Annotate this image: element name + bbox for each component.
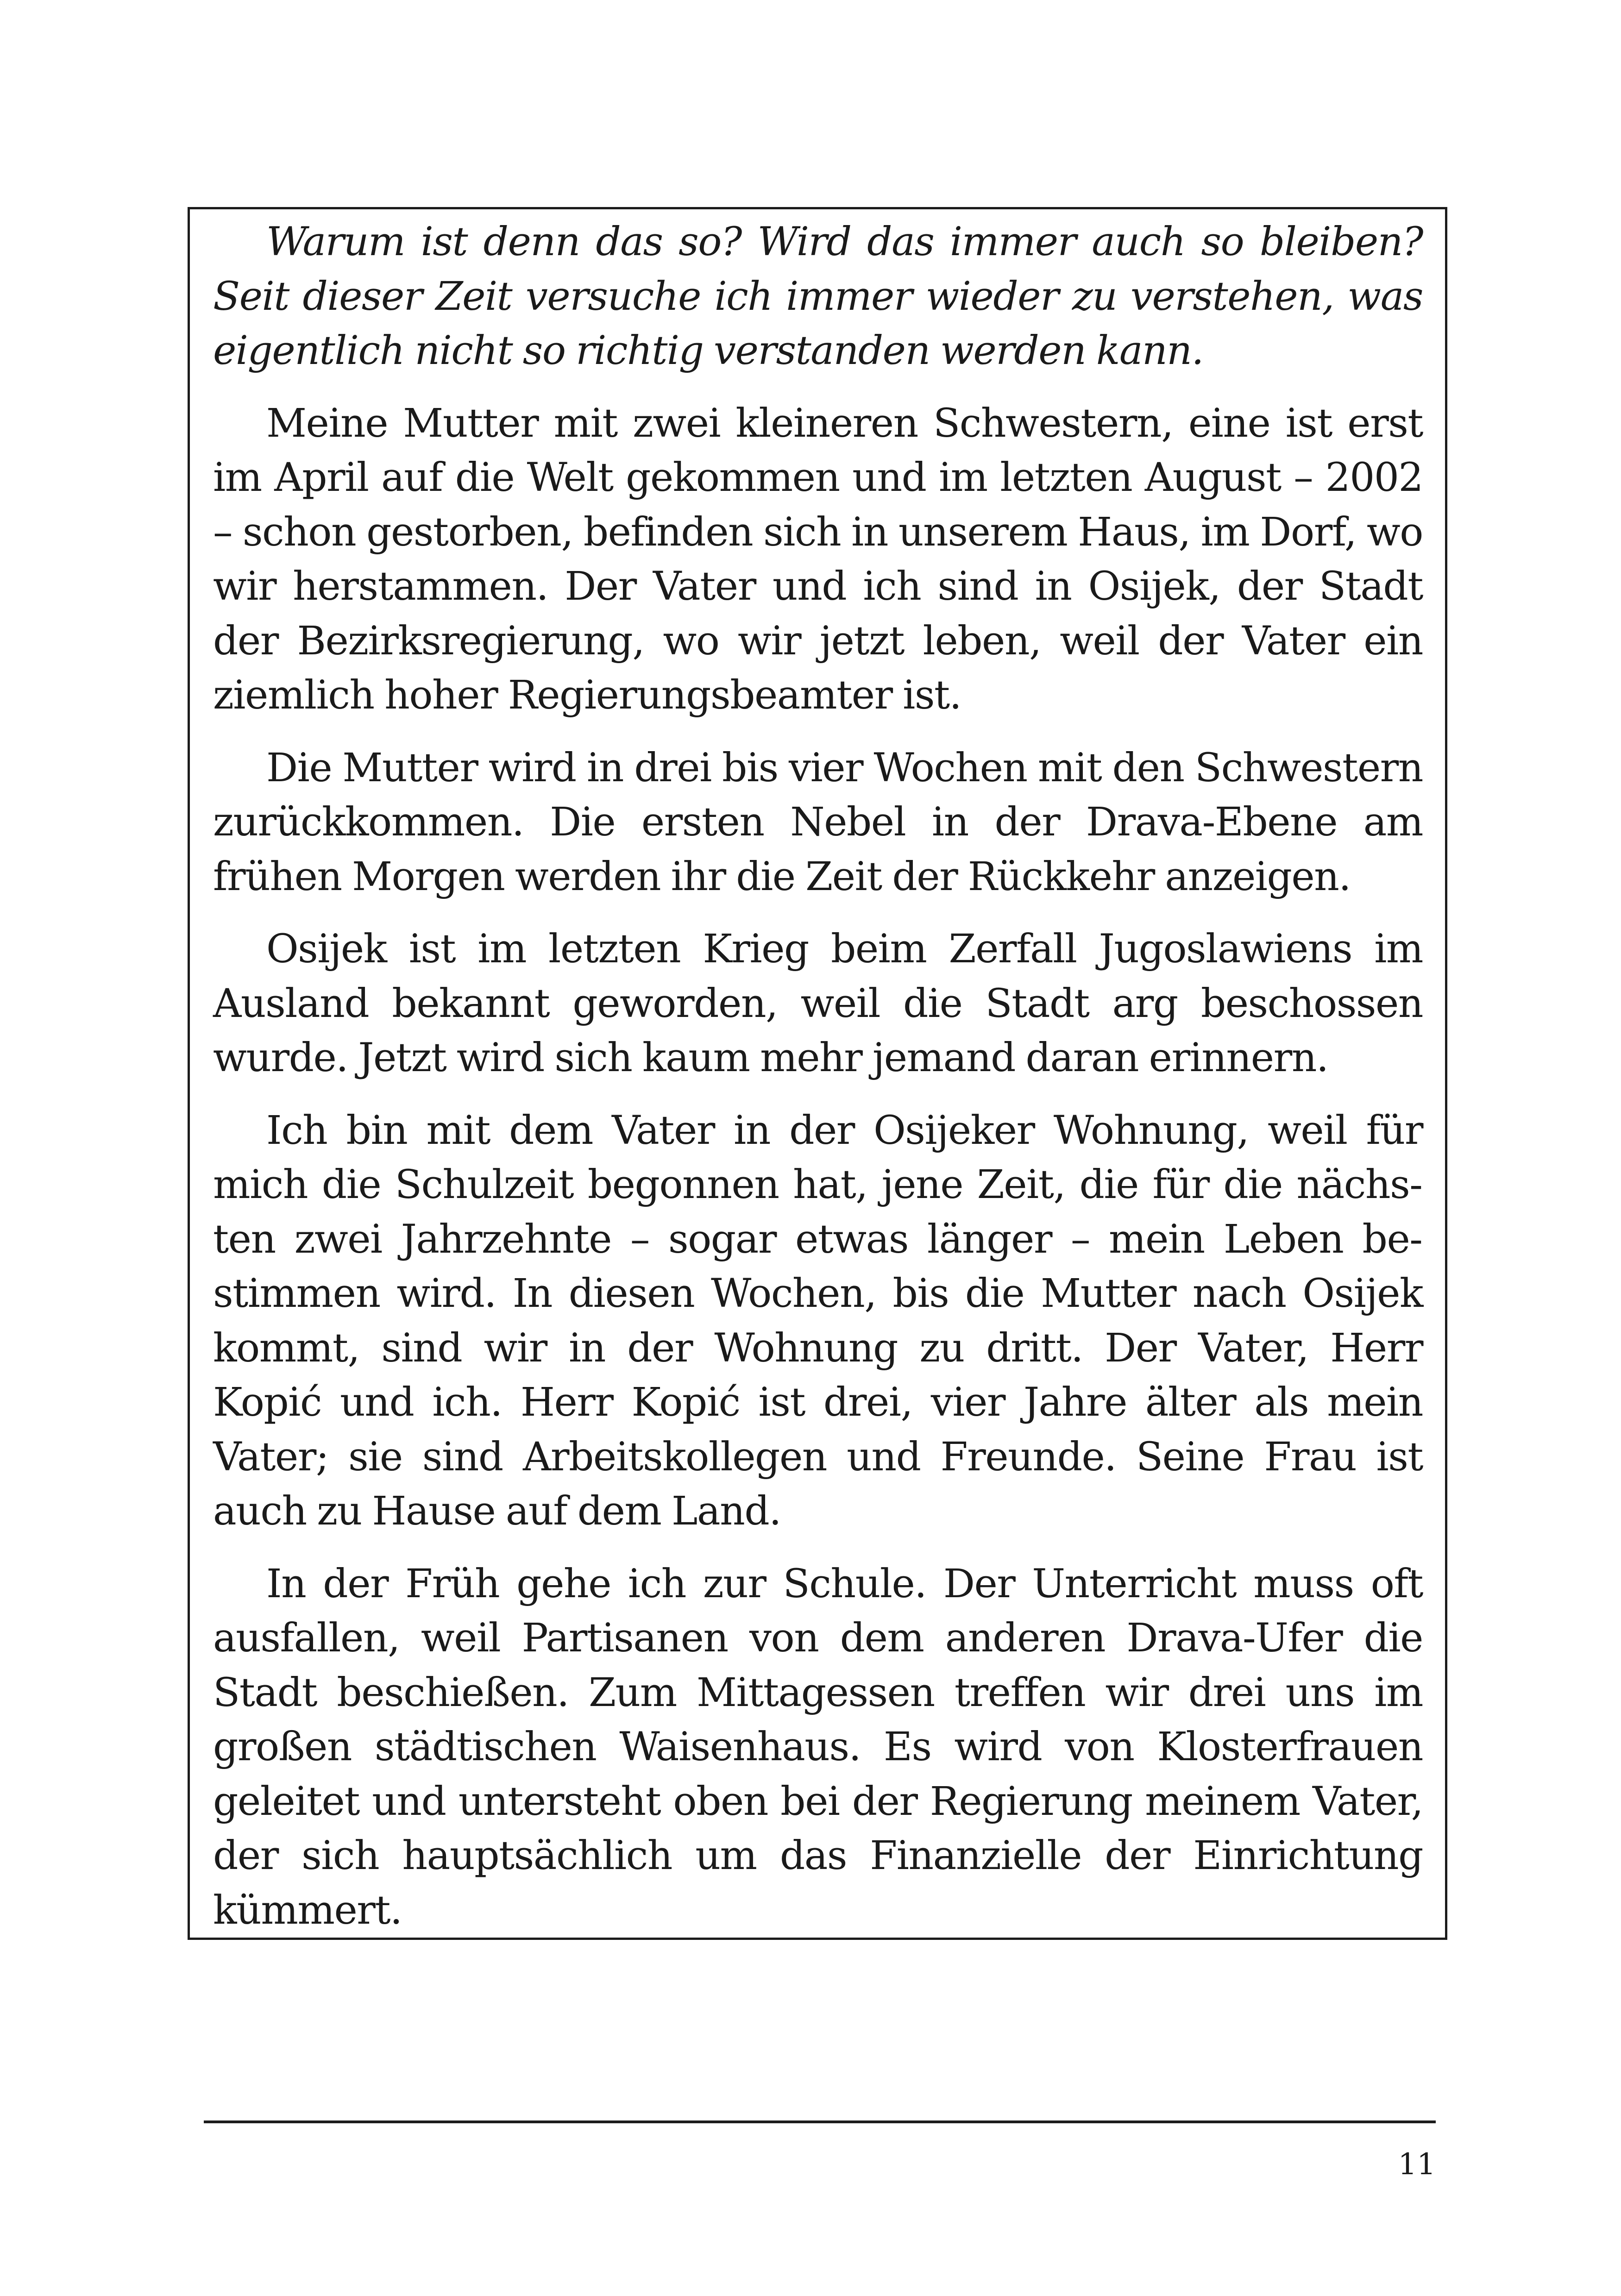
page-number: 11 xyxy=(1398,2147,1436,2182)
paragraph-mother-sisters: Meine Mutter mit zwei kleineren Schwestern, eine ist erst im April auf die Welt gekommen und im letzten August – 2002 – schon gestorben, befinden sich in unserem Haus, im Dorf, wo wir herstammen. Der Vater und ich sind in Osijek, der Stadt der Bezirksregierung, wo wir jetzt leben, weil der Vater ein ziemlich hoher Regierungsbeamter ist. xyxy=(213,400,1423,718)
paragraph-mother-return: Die Mutter wird in drei bis vier Wochen mit den Schwestern zurückkommen. Die ersten Nebel in der Drava-Ebene am frühen Morgen werden ihr die Zeit der Rückkehr anzeigen. xyxy=(213,745,1423,900)
text-frame xyxy=(188,207,1447,1940)
footer-divider xyxy=(204,2120,1436,2123)
paragraph-orphanage: In der Früh gehe ich zur Schule. Der Unterricht muss oft ausfallen, weil Partisanen von dem anderen Drava-Ufer die Stadt beschießen. Zum Mittagessen treffen wir drei uns im großen städtischen Waisenhaus. Es wird von Klosterfrauen geleitet und untersteht oben bei der Regierung meinem Vater, der sich hauptsächlich um das Finanzielle der Einrichtung kümmert. xyxy=(213,1561,1423,1933)
paragraph-italic-intro: Warum ist denn das so? Wird das immer auch so bleiben? Seit dieser Zeit versuche ich immer wieder zu verstehen, was eigentlich nicht so richtig verstanden werden kann. xyxy=(213,219,1423,374)
paragraph-school-time: Ich bin mit dem Vater in der Osijeker Wohnung, weil für mich die Schulzeit begonnen hat, jene Zeit, die für die nächsten zwei Jahrzehnte – sogar etwas länger – mein Leben bestimmen wird. In diesen Wochen, bis die Mutter nach Osijek kommt, sind wir in der Wohnung zu dritt. Der Vater, Herr Kopić und ich. Herr Kopić ist drei, vier Jahre älter als mein Vater; sie sind Arbeitskollegen und Freunde. Seine Frau ist auch zu Hause auf dem Land. xyxy=(213,1107,1423,1534)
paragraph-osijek-war: Osijek ist im letzten Krieg beim Zerfall Jugoslawiens im Ausland bekannt geworden, weil die Stadt arg beschossen wurde. Jetzt wird sich kaum mehr jemand daran erinnern. xyxy=(213,926,1423,1081)
